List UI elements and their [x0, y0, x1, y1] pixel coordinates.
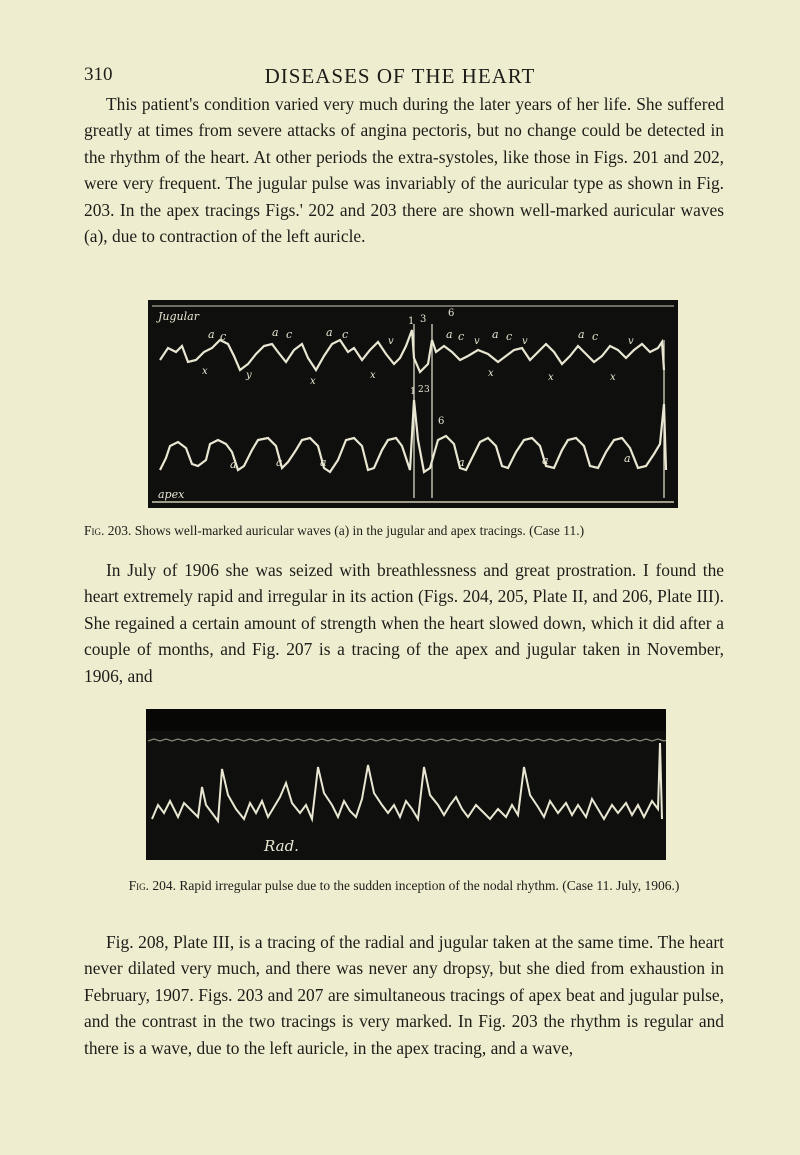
bottom-mark: a: [276, 456, 283, 469]
top-mark: 1: [408, 316, 415, 327]
bottom-mark: a: [230, 458, 237, 471]
top-mark: c: [592, 330, 599, 343]
top-mark: v: [474, 336, 480, 347]
apex-label: apex: [158, 488, 185, 501]
top-mark: c: [506, 330, 513, 343]
top-mark: a: [578, 328, 585, 341]
figure-204-caption: [84, 876, 724, 895]
figure-203-svg: [148, 300, 678, 508]
figure-204-label: Fig. 204.: [128, 878, 177, 893]
bottom-mark: 3: [424, 385, 430, 395]
top-mark: c: [286, 328, 293, 341]
bottom-mark: a: [320, 456, 327, 469]
figure-203-tracing: [148, 300, 678, 508]
paragraph-2: In July of 1906 she was seized with breathlessness and great prostration. I found the heart extremely rapid and irregular in its action (Figs. 204, 205, Plate II, and 206, Plate III). She regained a certain amount of strength when the heart slowed down, which it did after a couple of months, and Fig. 207 is a tracing of the apex and jugular taken in November, 1906, and: [84, 560, 724, 686]
bottom-mark: 2: [418, 385, 424, 395]
bottom-mark: a: [542, 454, 549, 467]
page-number: 310: [84, 64, 113, 85]
figure-204-tracing: [146, 709, 666, 860]
top-mark: c: [458, 330, 465, 343]
paragraph-3: Fig. 208, Plate III, is a tracing of the radial and jugular taken at the same time. The heart never dilated very much, and there was never any dropsy, but she died from exhaustion in February, 1907. Figs. 203 and 207 are simultaneous tracings of apex beat and jugular pulse, and the contrast in the two tracings is very marked. In Fig. 203 the rhythm is regular and there is a wave, due to the left auricle, in the apex tracing, and a wave,: [84, 932, 724, 1058]
top-mark: x: [202, 366, 208, 377]
top-mark: a: [326, 326, 333, 339]
top-mark: x: [548, 372, 554, 383]
top-mark: c: [342, 328, 349, 341]
top-mark: x: [488, 368, 494, 379]
top-mark: x: [310, 376, 316, 387]
jugular-label: Jugular: [158, 310, 199, 323]
figure-203-caption-text: Shows well-marked auricular waves (a) in the jugular and apex tracings. (Case 11.): [134, 523, 585, 538]
top-mark: v: [628, 336, 634, 347]
top-mark: y: [246, 370, 252, 381]
top-mark: x: [370, 370, 376, 381]
bottom-mark: 6: [438, 416, 445, 427]
bottom-mark: a: [624, 452, 631, 465]
top-mark: a: [208, 328, 215, 341]
bottom-mark: a: [458, 456, 465, 469]
figure-204-caption-text: Rapid irregular pulse due to the sudden inception of the nodal rhythm. (Case 11. July, 1906.): [179, 878, 680, 893]
top-mark: 6: [448, 308, 455, 319]
figure-203-label: Fig. 203.: [84, 523, 132, 538]
top-mark: c: [220, 330, 227, 343]
radial-label: Rad.: [264, 837, 299, 855]
figure-203-caption: [84, 521, 724, 540]
top-mark: v: [388, 336, 394, 347]
top-mark: a: [446, 328, 453, 341]
running-head: DISEASES OF THE HEART: [264, 64, 536, 88]
top-mark: a: [272, 326, 279, 339]
top-mark: x: [610, 372, 616, 383]
top-mark: v: [522, 336, 528, 347]
top-mark: a: [492, 328, 499, 341]
top-mark: 3: [420, 314, 427, 325]
paragraph-1: This patient's condition varied very much during the later years of her life. She suffered greatly at times from severe attacks of angina pectoris, but no change could be detected in the rhythm of the heart. At other periods the extra-systoles, like those in Figs. 201 and 202, were very frequent. The jugular pulse was invariably of the auricular type as shown in Fig. 203. In the apex tracings Figs.' 202 and 203 there are shown well-marked auricular waves (a), due to contraction of the left auricle.: [84, 94, 724, 247]
figure-204-svg: [146, 709, 666, 860]
bottom-mark: 1: [410, 387, 416, 397]
